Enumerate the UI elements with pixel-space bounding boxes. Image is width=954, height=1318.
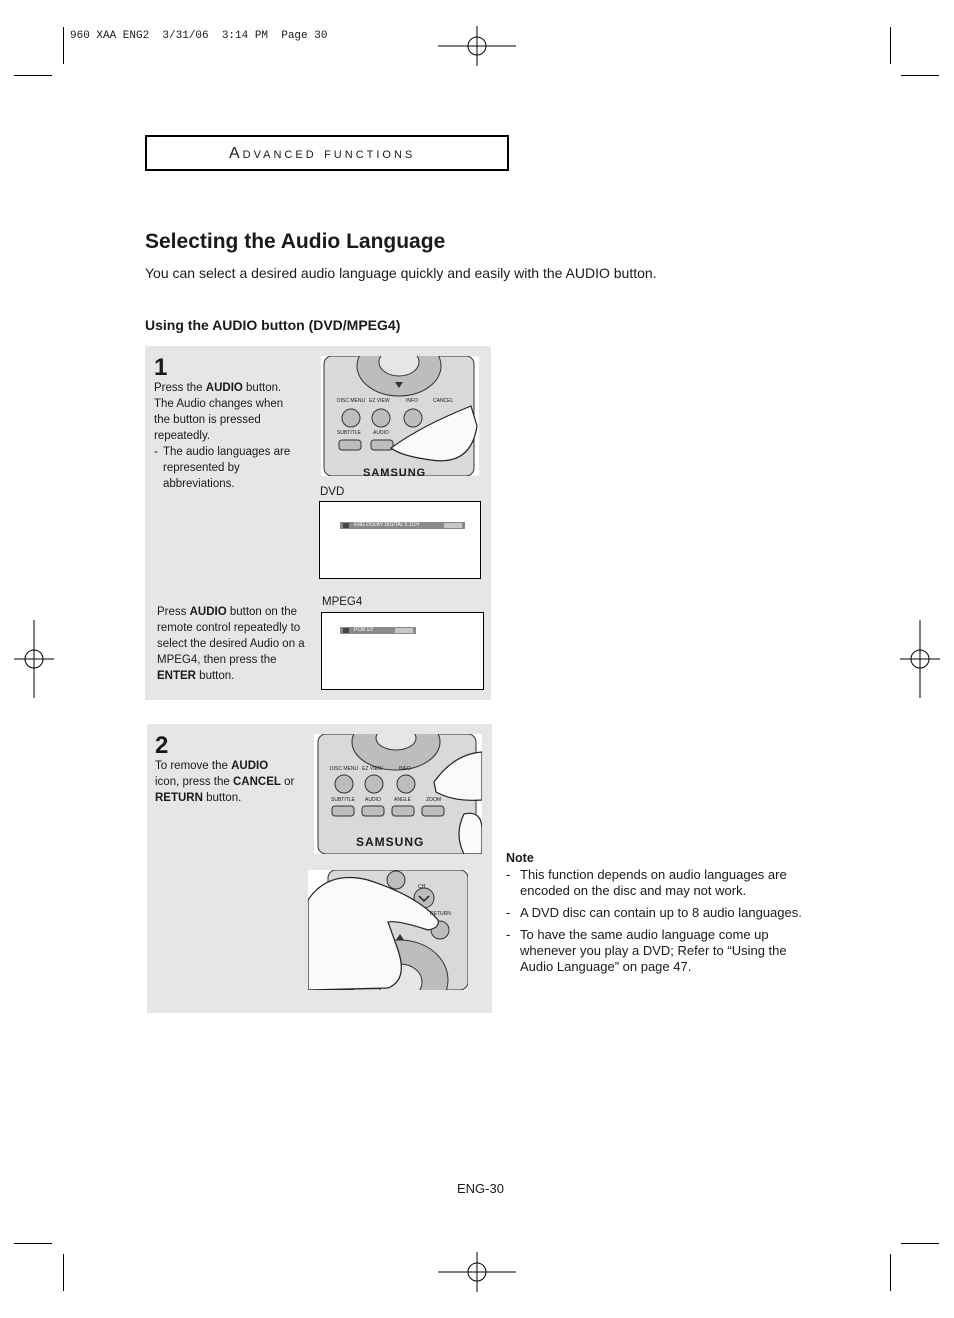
step-2-number: 2	[155, 732, 169, 759]
audio-keyword: AUDIO	[231, 760, 269, 772]
note-item: - To have the same audio language come up whenever you play a DVD; Refer to “Using the Audio Language” on page 47.	[506, 927, 787, 974]
page-title: Selecting the Audio Language	[145, 230, 446, 253]
audio-keyword: AUDIO	[189, 606, 227, 618]
step-1-instructions	[154, 380, 294, 492]
step-2-text-d: button.	[202, 792, 242, 804]
mpeg4-text-b: button on the remote control repeatedly to select the desired Audio on a MPEG4, then press the	[157, 606, 305, 666]
btn-info-label: INFO	[406, 398, 418, 404]
btn-ch-label: CH	[418, 884, 426, 890]
mpeg4-osd-text: PCM 1/2	[354, 627, 374, 633]
btn-disc-menu-label: DISC MENU	[337, 398, 366, 404]
dvd-label: DVD	[320, 486, 345, 498]
speaker-icon	[343, 523, 349, 528]
brand-label: SAMSUNG	[363, 467, 427, 476]
brand-label: SAMSUNG	[356, 835, 425, 849]
dvd-screen	[319, 501, 481, 579]
mpeg4-instructions	[157, 604, 307, 684]
note-section	[506, 851, 811, 981]
note-item: - This function depends on audio languages are encoded on the disc and may not work.	[506, 867, 787, 898]
btn-ez-view-label: EZ VIEW	[362, 766, 383, 772]
step-2-panel	[147, 724, 492, 1013]
section-label: Advanced functions	[229, 145, 416, 162]
btn-zoom-label: ZOOM	[426, 797, 441, 803]
page-number: ENG-30	[457, 1181, 504, 1196]
speaker-icon	[343, 628, 349, 633]
step-2-text-c: or	[280, 776, 295, 788]
btn-info-label: INFO	[399, 766, 411, 772]
remote-drawing	[321, 356, 479, 476]
return-keyword: RETURN	[155, 792, 203, 804]
registration-mark-bottom	[438, 1252, 516, 1292]
step-1-text-a: Press the	[154, 382, 206, 394]
step-1-bullet: The audio languages are represented by abbreviations.	[163, 446, 291, 490]
step-1-panel	[145, 346, 491, 700]
btn-cancel-label: CANCEL	[433, 398, 454, 404]
remote-illustration-return	[308, 870, 468, 990]
mpeg4-label: MPEG4	[322, 596, 363, 608]
btn-disc-menu-label: DISC MENU	[330, 766, 359, 772]
step-2-text-a: To remove the	[155, 760, 232, 772]
bullet-dash: -	[154, 446, 158, 458]
step-1-text-b: button. The Audio changes when the button is pressed repeatedly.	[154, 382, 284, 442]
remote-illustration-cancel	[314, 734, 482, 854]
enter-keyword: ENTER	[157, 670, 196, 682]
subheading: Using the AUDIO button (DVD/MPEG4)	[145, 317, 401, 333]
note-list	[506, 867, 811, 975]
btn-subtitle-label: SUBTITLE	[337, 430, 361, 436]
btn-ez-view-label: EZ VIEW	[369, 398, 390, 404]
registration-mark-right	[900, 620, 940, 698]
intro-text: You can select a desired audio language quickly and easily with the AUDIO button.	[145, 265, 657, 281]
mpeg4-text-a: Press	[157, 606, 190, 618]
note-title: Note	[506, 851, 534, 865]
btn-audio-label: AUDIO	[373, 430, 389, 436]
step-1-number: 1	[154, 354, 168, 381]
mpeg4-osd-bar	[340, 627, 416, 634]
audio-tag-icon	[395, 628, 413, 633]
audio-keyword: AUDIO	[205, 382, 243, 394]
audio-tag-icon	[444, 523, 462, 528]
dvd-osd-text: ENG DOLBY DIGITAL 5.1CH	[354, 522, 419, 528]
registration-mark-top	[438, 26, 516, 66]
cancel-keyword: CANCEL	[232, 776, 281, 788]
btn-angle-label: ANGLE	[394, 797, 411, 803]
btn-subtitle-label: SUBTITLE	[331, 797, 355, 803]
note-item: - A DVD disc can contain up to 8 audio languages.	[506, 905, 802, 920]
remote-drawing	[308, 870, 468, 990]
remote-illustration-audio	[321, 356, 479, 476]
step-2-instructions	[155, 758, 295, 806]
registration-mark-left	[14, 620, 54, 698]
step-2-text-b: icon, press the	[155, 776, 233, 788]
btn-audio-label: AUDIO	[365, 797, 381, 803]
section-header	[145, 135, 509, 171]
mpeg4-text-c: button.	[195, 670, 235, 682]
dvd-osd-bar	[340, 522, 465, 529]
mpeg4-screen	[321, 612, 484, 690]
btn-return-label: RETURN	[430, 911, 451, 917]
print-slug: 960 XAA ENG2 3/31/06 3:14 PM Page 30	[70, 30, 328, 42]
